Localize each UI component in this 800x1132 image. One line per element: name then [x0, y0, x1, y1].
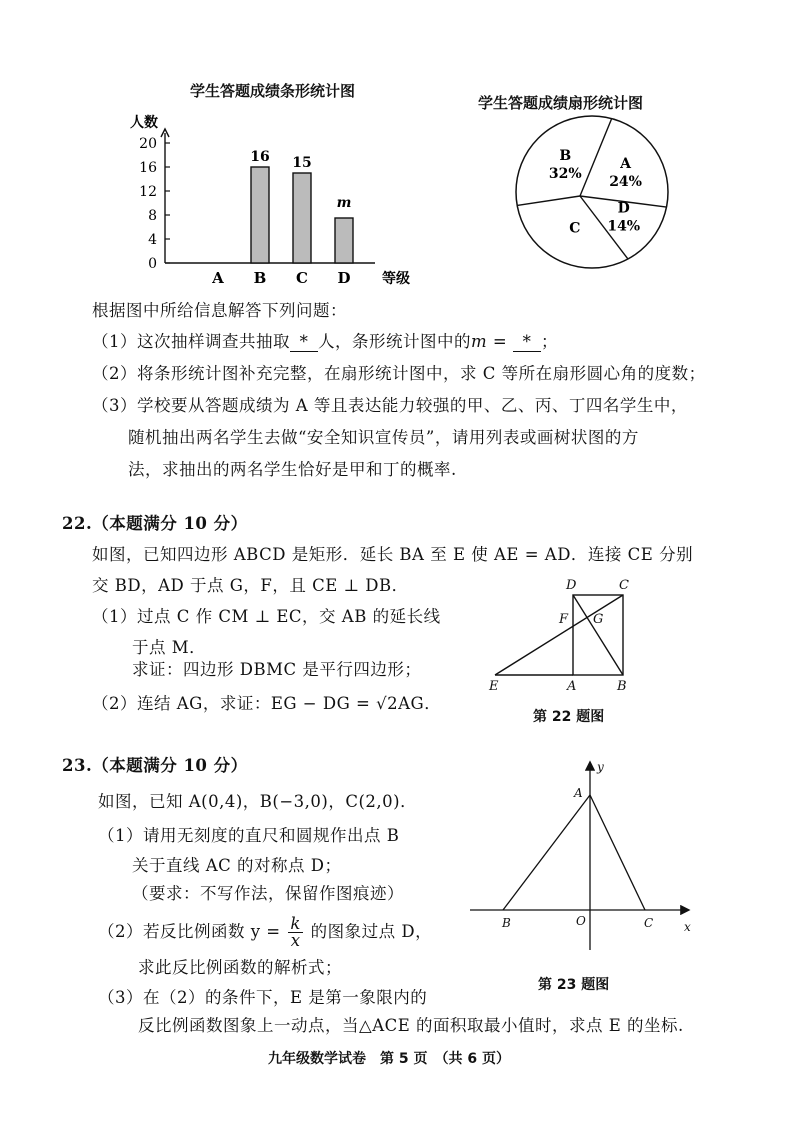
q22-part1-line3: 求证：四边形 DBMC 是平行四边形； — [132, 660, 422, 679]
segment-ab — [503, 795, 590, 910]
q21-part3-line3: 法，求抽出的两名学生恰好是甲和丁的概率. — [128, 460, 457, 479]
q23-heading: 23.（本题满分 10 分） — [62, 756, 248, 775]
pie-slice-label: C — [569, 220, 581, 237]
pie-slice-percent: 24% — [609, 174, 642, 191]
q22-line2: 交 BD，AD 于点 G，F，且 CE ⊥ DB． — [92, 576, 409, 595]
bar-chart — [120, 105, 420, 290]
q22-label-c: C — [619, 578, 629, 593]
q21-blank-total[interactable]: * — [290, 332, 318, 352]
q23-part1-line3: （要求：不写作法，保留作图痕迹） — [132, 884, 404, 903]
bar-data-label: 15 — [292, 155, 312, 171]
bar-category-label: C — [296, 269, 308, 287]
q21-blank-m[interactable]: * — [513, 332, 541, 352]
pie-slice-percent: 14% — [607, 218, 641, 235]
pie-outline — [516, 116, 668, 268]
bar-d-unknown — [335, 218, 353, 263]
bar-ylabel: 人数 — [130, 115, 158, 131]
q22-label-e: E — [489, 679, 499, 694]
q22-part1-line2: 于点 M． — [132, 638, 207, 657]
bar-ytick-label: 12 — [139, 184, 157, 200]
bar — [251, 167, 269, 263]
pie-slice-label: A — [620, 156, 632, 173]
q21-part3-line1: （3）学校要从答题成绩为 A 等且表达能力较强的甲、乙、丙、丁四名学生中， — [92, 396, 688, 415]
q21-part1-text-a: （1）这次抽样调查共抽取 — [92, 332, 290, 351]
fraction-numerator: k — [290, 914, 301, 933]
q22-line1: 如图，已知四边形 ABCD 是矩形．延长 BA 至 E 使 AE = AD．连接 CE 分别 — [92, 545, 694, 564]
q22-label-d: D — [566, 578, 577, 593]
bar-ytick-label: 16 — [139, 160, 157, 176]
q22-figure — [485, 575, 645, 695]
q21-m-symbol: m — [471, 332, 488, 351]
q22-heading: 22.（本题满分 10 分） — [62, 514, 248, 533]
q23-part3-line2: 反比例函数图象上一动点，当△ACE 的面积取最小值时，求点 E 的坐标. — [138, 1016, 684, 1035]
q23-label-x: x — [684, 920, 691, 934]
bar-data-label: 16 — [250, 149, 270, 165]
q23-label-b: B — [502, 916, 511, 930]
q23-part2-text-b: 的图象过点 D， — [310, 922, 433, 941]
q23-part1-line2: 关于直线 AC 的对称点 D； — [132, 856, 342, 875]
bar — [293, 173, 311, 263]
q23-part2-text-a: （2）若反比例函数 y = — [98, 922, 281, 941]
q22-caption: 第 22 题图 — [533, 709, 605, 725]
fraction-k-over-x — [288, 916, 303, 949]
bar-ytick-label: 8 — [148, 208, 157, 224]
pie-chart-title: 学生答题成绩扇形统计图 — [478, 94, 644, 112]
bar-category-label: A — [212, 269, 224, 287]
pie-slice-label: B — [559, 147, 572, 164]
segment-ac — [590, 795, 645, 910]
q21-part1-end: ； — [540, 332, 558, 351]
q23-label-a: A — [574, 786, 583, 800]
q23-label-y: y — [597, 760, 604, 774]
q22-label-f: F — [559, 612, 569, 627]
q23-label-o: O — [576, 914, 586, 928]
bar-category-label: D — [337, 269, 351, 287]
bar-ytick-label: 20 — [139, 136, 157, 152]
pie-slice-label: D — [617, 200, 630, 217]
q23-part2 — [98, 916, 432, 949]
q23-line1: 如图，已知 A(0,4)，B(−3,0)，C(2,0)． — [98, 792, 418, 811]
bar-chart-title: 学生答题成绩条形统计图 — [190, 82, 356, 100]
q22-part2: （2）连结 AG，求证：EG − DG = √2AG． — [92, 694, 442, 713]
q21-eq: = — [487, 332, 513, 351]
q21-part1-text-b: 人，条形统计图中的 — [318, 332, 471, 351]
bar-ytick-label: 4 — [148, 232, 157, 248]
q23-figure — [460, 755, 700, 955]
q23-caption: 第 23 题图 — [538, 977, 610, 993]
fraction-denominator: x — [290, 931, 301, 950]
q23-label-c: C — [644, 916, 654, 930]
q21-part1 — [92, 328, 558, 352]
q21-part2: （2）将条形统计图补充完整，在扇形统计图中，求 C 等所在扇形圆心角的度数； — [92, 364, 706, 383]
segment-bd — [573, 595, 623, 675]
page-footer: 九年级数学试卷 第 5 页 （共 6 页） — [268, 1051, 510, 1067]
q22-label-b: B — [617, 679, 627, 694]
bar-category-label: B — [253, 269, 267, 287]
bar-xlabel: 等级 — [382, 271, 410, 287]
pie-chart — [505, 112, 680, 272]
segment-ce — [495, 595, 623, 675]
q22-label-a: A — [567, 679, 577, 694]
bar-ytick-label: 0 — [148, 256, 157, 272]
q22-part1-line1: （1）过点 C 作 CM ⊥ EC，交 AB 的延长线 — [92, 607, 441, 626]
q23-part1-line1: （1）请用无刻度的直尺和圆规作出点 B — [98, 826, 400, 845]
q21-intro: 根据图中所给信息解答下列问题： — [92, 301, 347, 320]
q21-part3-line2: 随机抽出两名学生去做“安全知识宣传员”，请用列表或画树状图的方 — [128, 428, 639, 447]
bar-data-label: m — [336, 195, 352, 211]
q23-part2-line2: 求此反比例函数的解析式； — [138, 958, 342, 977]
pie-slice-percent: 32% — [548, 165, 582, 182]
q22-label-g: G — [593, 612, 604, 627]
q23-part3-line1: （3）在（2）的条件下，E 是第一象限内的 — [98, 988, 428, 1007]
